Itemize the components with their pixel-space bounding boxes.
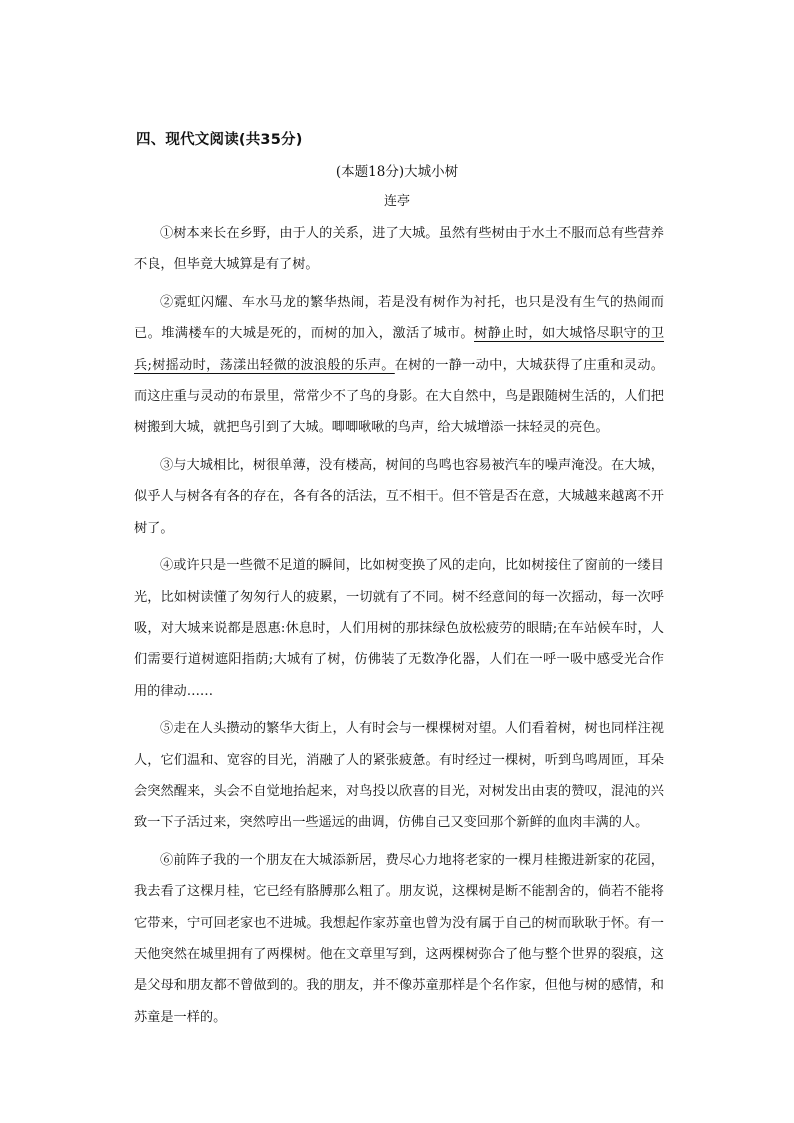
passage-author: 连亭 bbox=[383, 194, 410, 209]
paragraph-3: ③与大城相比，树很单薄，没有楼高，树间的鸟鸣也容易被汽车的噪声淹没。在大城，似乎人与树各有各的存在，各有各的活法，互不相干。但不管是否在意，大城越来越离不开树了。 bbox=[134, 458, 664, 536]
paragraph-2-text-end: 在树的一静一动中，大城获得了庄重和灵动。而这庄重与灵动的布景里，常常少不了鸟的身影。在大自然中，鸟是跟随树生活的，人们把树搬到大城，就把鸟引到了大城。唧唧啾啾的鸟声，给大城增添一抹轻灵的亮色。 bbox=[134, 357, 664, 436]
paragraph-6: ⑥前阵子我的一个朋友在大城添新居，费尽心力地将老家的一棵月桂搬进新家的花园，我去看了这棵月桂，它已经有胳膊那么粗了。朋友说，这棵树是断不能割舍的，倘若不能将它带来，宁可回老家也不进城。我想起作家苏童也曾为没有属于自己的树而耿耿于怀。有一天他突然在城里拥有了两棵树。他在文章里写到，这两棵树弥合了他与整个世界的裂痕，这是父母和朋友都不曾做到的。我的朋友，并不像苏童那样是个名作家，但他与树的感情，和苏童是一样的。 bbox=[134, 853, 664, 1025]
paragraph-2 bbox=[134, 287, 664, 443]
paragraph-1: ①树本来长在乡野，由于人的关系，进了大城。虽然有些树由于水土不服而总有些营养不良，但毕竟大城算是有了树。 bbox=[134, 226, 664, 273]
paragraph-2-underlined-sentence: 树静止时，如大城恪尽职守的卫兵;树摇动时，荡漾出轻微的波浪般的乐声。 bbox=[134, 326, 665, 373]
passage-body bbox=[134, 218, 664, 1039]
paragraph-2-text-start: ②霓虹闪耀、车水马龙的繁华热闹，若是没有树作为衬托，也只是没有生气的热闹而已。堆满楼车的大城是死的，而树的加入，激活了城市。 bbox=[134, 295, 664, 342]
paragraph-5: ⑤走在人头攒动的繁华大街上，人有时会与一棵棵树对望。人们看着树，树也同样注视人，它们温和、宽容的目光，消融了人的紧张疲惫。有时经过一棵树，听到鸟鸣周匝，耳朵会突然醒来，头会不自觉地抬起来，对鸟投以欣喜的目光，对树发出由衷的赞叹，混沌的兴致一下子活过来，突然哼出一些遥远的曲调，仿佛自己又变回那个新鲜的血肉丰满的人。 bbox=[134, 721, 664, 831]
paragraph-4: ④或许只是一些微不足道的瞬间，比如树变换了风的走向，比如树接住了窗前的一缕目光，比如树读懂了匆匆行人的疲累，一切就有了不同。树不经意间的每一次摇动，每一次呼吸，对大城来说都是恩惠:休息时，人们用树的那抹绿色放松疲劳的眼睛;在车站候车时，人们需要行道树遮阳指荫;大城有了树，仿佛装了无数净化器，人们在一呼一吸中感受光合作用的律动…… bbox=[134, 558, 664, 699]
section-heading: 四、现代文阅读(共35分) bbox=[136, 132, 303, 148]
passage-title: (本题18分)大城小树 bbox=[335, 164, 459, 180]
